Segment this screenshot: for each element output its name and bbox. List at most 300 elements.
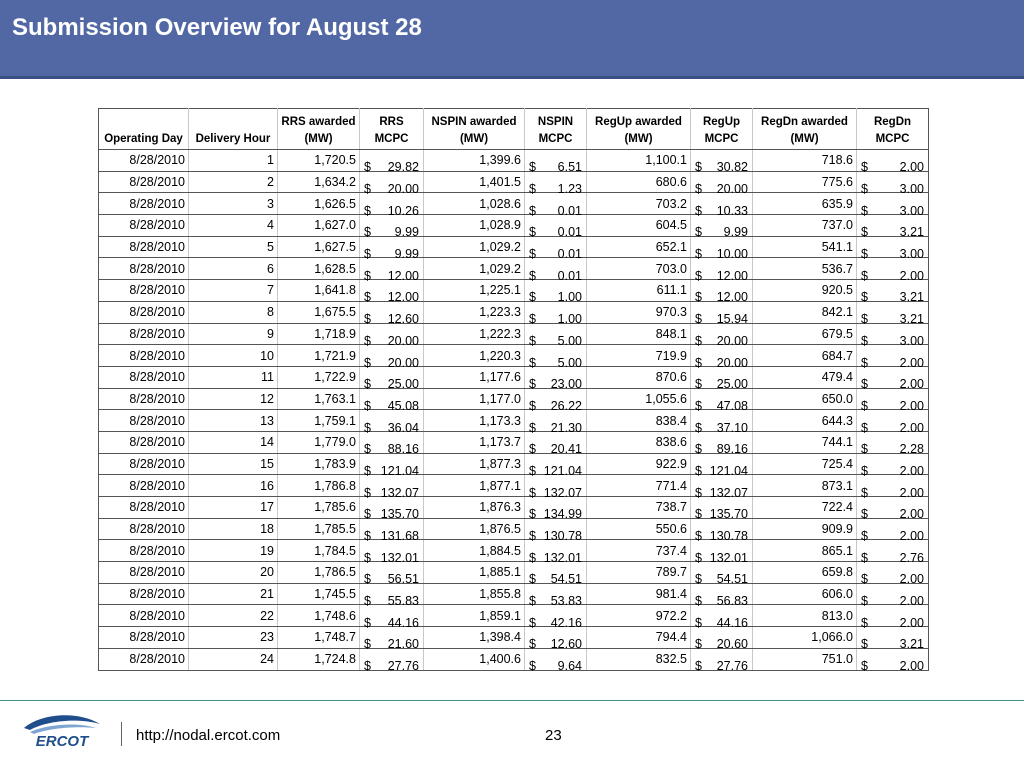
currency-symbol: $: [364, 398, 371, 413]
footer-divider: [0, 700, 1024, 701]
currency-symbol: $: [695, 203, 702, 218]
currency-symbol: $: [364, 290, 371, 305]
table-cell: [857, 323, 929, 348]
currency-symbol: $: [529, 290, 536, 305]
table-cell: 1,876.3: [424, 497, 525, 519]
currency-symbol: $: [861, 615, 868, 630]
table-cell: 604.5: [587, 215, 691, 237]
currency-symbol: $: [695, 594, 702, 609]
table-cell: [691, 627, 753, 652]
table-cell: [857, 562, 929, 587]
cell-amount: 47.08: [716, 398, 748, 413]
table-cell: 1,029.2: [424, 236, 525, 258]
table-cell: 684.7: [753, 345, 857, 367]
table-cell: 1,401.5: [424, 171, 525, 193]
table-cell: 8/28/2010: [99, 453, 189, 475]
table-cell: 873.1: [753, 475, 857, 497]
currency-symbol: $: [529, 160, 536, 175]
table-cell: [360, 236, 424, 262]
cell-amount: 2.00: [899, 398, 924, 413]
table-cell: 1,173.7: [424, 431, 525, 453]
table-cell: [525, 258, 587, 283]
table-cell: 659.8: [753, 562, 857, 584]
cell-amount: 10.33: [716, 203, 748, 218]
table-cell: 8/28/2010: [99, 323, 189, 345]
table-cell: 1,786.5: [278, 562, 360, 584]
currency-symbol: $: [861, 355, 868, 370]
table-cell: [857, 497, 929, 522]
table-cell: 1,055.6: [587, 388, 691, 410]
table-cell: [360, 497, 424, 522]
table-cell: [525, 410, 587, 435]
currency-symbol: $: [364, 182, 371, 197]
table-cell: [691, 475, 753, 500]
column-header: Operating Day: [99, 109, 189, 150]
currency-symbol: $: [364, 485, 371, 500]
currency-symbol: $: [861, 485, 868, 500]
table-cell: 789.7: [587, 562, 691, 584]
currency-symbol: $: [364, 377, 371, 392]
currency-symbol: $: [861, 507, 868, 522]
cell-amount: 25.00: [387, 377, 419, 392]
table-cell: 719.9: [587, 345, 691, 367]
currency-symbol: $: [529, 615, 536, 630]
table-cell: [525, 236, 587, 262]
cell-amount: 3.21: [899, 637, 924, 652]
table-row: [99, 453, 929, 475]
currency-symbol: $: [861, 594, 868, 609]
table-cell: 24: [189, 648, 278, 670]
table-cell: 8/28/2010: [99, 388, 189, 410]
cell-amount: 3.21: [899, 312, 924, 327]
cell-amount: 89.16: [716, 442, 748, 457]
table-cell: 8/28/2010: [99, 540, 189, 562]
table-cell: [857, 518, 929, 544]
table-cell: [857, 171, 929, 197]
table-cell: [525, 193, 587, 218]
currency-symbol: $: [529, 247, 536, 262]
currency-symbol: $: [364, 659, 371, 674]
cell-amount: 20.60: [716, 637, 748, 652]
cell-amount: 2.00: [899, 594, 924, 609]
table-cell: [360, 150, 424, 175]
cell-amount: 27.76: [716, 659, 748, 674]
table-cell: [360, 605, 424, 630]
cell-amount: 20.41: [550, 442, 582, 457]
table-cell: [691, 540, 753, 565]
table-cell: 1,400.6: [424, 648, 525, 670]
table-row: [99, 236, 929, 258]
table-cell: 541.1: [753, 236, 857, 258]
currency-symbol: $: [364, 312, 371, 327]
table-cell: 550.6: [587, 518, 691, 540]
table-cell: [691, 605, 753, 630]
table-cell: 9: [189, 323, 278, 345]
table-cell: [691, 301, 753, 327]
currency-symbol: $: [529, 659, 536, 674]
table-cell: [360, 453, 424, 478]
currency-symbol: $: [861, 420, 868, 435]
table-cell: 536.7: [753, 258, 857, 280]
currency-symbol: $: [364, 572, 371, 587]
table-cell: [691, 648, 753, 674]
table-cell: 1,785.6: [278, 497, 360, 519]
table-row: [99, 280, 929, 302]
cell-amount: 135.70: [709, 507, 748, 522]
table-cell: [360, 627, 424, 652]
table-cell: [525, 345, 587, 370]
cell-amount: 20.00: [716, 333, 748, 348]
table-cell: 1,029.2: [424, 258, 525, 280]
table-cell: 1,763.1: [278, 388, 360, 410]
table-cell: 21: [189, 583, 278, 605]
table-cell: 1,877.1: [424, 475, 525, 497]
table-cell: [857, 627, 929, 652]
table-row: [99, 583, 929, 605]
table-cell: 703.0: [587, 258, 691, 280]
cell-amount: 12.00: [387, 268, 419, 283]
cell-amount: 132.07: [543, 485, 582, 500]
cell-amount: 132.07: [709, 485, 748, 500]
cell-amount: 2.00: [899, 377, 924, 392]
table-row: [99, 301, 929, 323]
column-header: RRS MCPC: [360, 109, 424, 150]
table-cell: [691, 410, 753, 435]
table-cell: 870.6: [587, 366, 691, 388]
cell-amount: 131.68: [380, 529, 419, 544]
table-cell: 1,783.9: [278, 453, 360, 475]
table-cell: 737.0: [753, 215, 857, 237]
column-header: NSPIN awarded (MW): [424, 109, 525, 150]
cell-amount: 134.99: [543, 507, 582, 522]
currency-symbol: $: [695, 225, 702, 240]
table-cell: [525, 388, 587, 413]
table-row: [99, 345, 929, 367]
footer-separator: [121, 722, 122, 746]
cell-amount: 2.00: [899, 572, 924, 587]
table-cell: 8/28/2010: [99, 605, 189, 627]
table-cell: 652.1: [587, 236, 691, 258]
table-cell: 5: [189, 236, 278, 258]
cell-amount: 20.00: [716, 355, 748, 370]
cell-amount: 121.04: [380, 463, 419, 478]
table-cell: 848.1: [587, 323, 691, 345]
table-cell: [525, 431, 587, 457]
currency-symbol: $: [529, 377, 536, 392]
currency-symbol: $: [695, 312, 702, 327]
column-header: RegDn MCPC: [857, 109, 929, 150]
table-cell: [525, 215, 587, 240]
cell-amount: 121.04: [709, 463, 748, 478]
cell-amount: 56.51: [387, 572, 419, 587]
cell-amount: 1.00: [557, 312, 582, 327]
table-cell: [525, 301, 587, 327]
table-cell: 8/28/2010: [99, 648, 189, 670]
submission-table: [98, 108, 929, 674]
cell-amount: 12.00: [716, 268, 748, 283]
table-cell: 1,223.3: [424, 301, 525, 323]
table-cell: 7: [189, 280, 278, 302]
currency-symbol: $: [861, 247, 868, 262]
table-cell: 1,855.8: [424, 583, 525, 605]
table-cell: [857, 236, 929, 262]
slide-title: Submission Overview for August 28: [12, 14, 422, 41]
currency-symbol: $: [529, 442, 536, 457]
cell-amount: 132.01: [709, 550, 748, 565]
currency-symbol: $: [861, 377, 868, 392]
currency-symbol: $: [529, 398, 536, 413]
table-cell: 909.9: [753, 518, 857, 540]
table-cell: 1,748.7: [278, 627, 360, 649]
table-cell: [525, 605, 587, 630]
currency-symbol: $: [695, 398, 702, 413]
cell-amount: 27.76: [387, 659, 419, 674]
table-cell: 970.3: [587, 301, 691, 323]
column-header: RegUp awarded (MW): [587, 109, 691, 150]
table-cell: 842.1: [753, 301, 857, 323]
page-number: 23: [545, 727, 562, 744]
table-cell: 972.2: [587, 605, 691, 627]
table-cell: 1,399.6: [424, 150, 525, 172]
table-cell: [525, 648, 587, 674]
footer-url-link[interactable]: http://nodal.ercot.com: [136, 727, 281, 744]
table-cell: 1,626.5: [278, 193, 360, 215]
currency-symbol: $: [529, 485, 536, 500]
table-cell: 16: [189, 475, 278, 497]
currency-symbol: $: [529, 572, 536, 587]
table-cell: 1: [189, 150, 278, 172]
currency-symbol: $: [861, 529, 868, 544]
cell-amount: 2.00: [899, 420, 924, 435]
table-row: [99, 388, 929, 410]
currency-symbol: $: [364, 442, 371, 457]
currency-symbol: $: [529, 268, 536, 283]
currency-symbol: $: [861, 225, 868, 240]
currency-symbol: $: [695, 637, 702, 652]
table-row: [99, 475, 929, 497]
table-cell: 680.6: [587, 171, 691, 193]
table-cell: [525, 171, 587, 197]
cell-amount: 132.01: [380, 550, 419, 565]
table-cell: [691, 215, 753, 240]
cell-amount: 3.00: [899, 182, 924, 197]
table-cell: 644.3: [753, 410, 857, 432]
table-cell: [525, 627, 587, 652]
cell-amount: 2.00: [899, 615, 924, 630]
table-cell: 8/28/2010: [99, 562, 189, 584]
table-cell: [691, 497, 753, 522]
table-cell: [360, 366, 424, 392]
cell-amount: 2.00: [899, 268, 924, 283]
table-cell: [691, 366, 753, 392]
currency-symbol: $: [695, 507, 702, 522]
table-row: [99, 366, 929, 388]
table-cell: [691, 193, 753, 218]
cell-amount: 2.00: [899, 659, 924, 674]
table-row: [99, 171, 929, 193]
table-cell: [360, 388, 424, 413]
table-cell: 832.5: [587, 648, 691, 670]
ercot-logo-icon: [20, 712, 104, 752]
cell-amount: 23.00: [550, 377, 582, 392]
currency-symbol: $: [695, 333, 702, 348]
table-cell: [857, 475, 929, 500]
table-cell: [857, 410, 929, 435]
table-cell: [857, 453, 929, 478]
currency-symbol: $: [364, 355, 371, 370]
currency-symbol: $: [861, 463, 868, 478]
table-cell: [857, 431, 929, 457]
cell-amount: 6.51: [557, 160, 582, 175]
table-cell: 1,859.1: [424, 605, 525, 627]
currency-symbol: $: [861, 637, 868, 652]
table-cell: 1,173.3: [424, 410, 525, 432]
table-cell: 2: [189, 171, 278, 193]
currency-symbol: $: [861, 550, 868, 565]
currency-symbol: $: [529, 225, 536, 240]
table-cell: [360, 323, 424, 348]
column-header: RRS awarded (MW): [278, 109, 360, 150]
table-cell: [525, 518, 587, 544]
table-cell: 1,885.1: [424, 562, 525, 584]
table-cell: 8/28/2010: [99, 583, 189, 605]
currency-symbol: $: [695, 463, 702, 478]
table-cell: 6: [189, 258, 278, 280]
currency-symbol: $: [695, 442, 702, 457]
column-header: Delivery Hour: [189, 109, 278, 150]
cell-amount: 44.16: [387, 615, 419, 630]
table-cell: 1,721.9: [278, 345, 360, 367]
table-cell: 838.6: [587, 431, 691, 453]
table-cell: 718.6: [753, 150, 857, 172]
cell-amount: 3.00: [899, 247, 924, 262]
cell-amount: 9.64: [557, 659, 582, 674]
table-cell: 611.1: [587, 280, 691, 302]
table-container: [98, 108, 928, 674]
cell-amount: 20.00: [387, 333, 419, 348]
cell-amount: 0.01: [557, 203, 582, 218]
currency-symbol: $: [861, 290, 868, 305]
table-cell: 1,225.1: [424, 280, 525, 302]
table-cell: 920.5: [753, 280, 857, 302]
currency-symbol: $: [364, 160, 371, 175]
table-cell: 703.2: [587, 193, 691, 215]
currency-symbol: $: [529, 203, 536, 218]
table-cell: 1,398.4: [424, 627, 525, 649]
table-cell: [360, 410, 424, 435]
cell-amount: 10.00: [716, 247, 748, 262]
table-cell: [691, 280, 753, 305]
table-cell: [525, 280, 587, 305]
currency-symbol: $: [529, 312, 536, 327]
table-cell: 8/28/2010: [99, 193, 189, 215]
cell-amount: 10.26: [387, 203, 419, 218]
table-cell: [691, 453, 753, 478]
table-cell: 8: [189, 301, 278, 323]
cell-amount: 21.60: [387, 637, 419, 652]
table-cell: 1,786.8: [278, 475, 360, 497]
table-row: [99, 497, 929, 519]
table-cell: 679.5: [753, 323, 857, 345]
cell-amount: 9.99: [394, 225, 419, 240]
table-cell: 1,759.1: [278, 410, 360, 432]
table-header-row: [99, 109, 929, 150]
cell-amount: 0.01: [557, 225, 582, 240]
table-cell: 1,100.1: [587, 150, 691, 172]
table-cell: [691, 345, 753, 370]
cell-amount: 20.00: [387, 355, 419, 370]
currency-symbol: $: [695, 615, 702, 630]
table-row: [99, 410, 929, 432]
table-cell: [857, 193, 929, 218]
table-cell: 1,784.5: [278, 540, 360, 562]
table-cell: [525, 562, 587, 587]
table-cell: [857, 150, 929, 175]
table-cell: 11: [189, 366, 278, 388]
table-row: [99, 258, 929, 280]
table-cell: 1,177.0: [424, 388, 525, 410]
table-cell: 751.0: [753, 648, 857, 670]
table-cell: 1,876.5: [424, 518, 525, 540]
currency-symbol: $: [529, 507, 536, 522]
table-cell: 20: [189, 562, 278, 584]
table-cell: 1,220.3: [424, 345, 525, 367]
table-cell: [691, 562, 753, 587]
cell-amount: 44.16: [716, 615, 748, 630]
table-cell: 8/28/2010: [99, 366, 189, 388]
currency-symbol: $: [695, 182, 702, 197]
currency-symbol: $: [529, 550, 536, 565]
currency-symbol: $: [695, 485, 702, 500]
cell-amount: 121.04: [543, 463, 582, 478]
table-cell: 8/28/2010: [99, 518, 189, 540]
cell-amount: 5.00: [557, 333, 582, 348]
table-cell: [525, 540, 587, 565]
table-cell: [691, 150, 753, 175]
cell-amount: 88.16: [387, 442, 419, 457]
table-cell: [360, 540, 424, 565]
table-cell: 1,028.6: [424, 193, 525, 215]
currency-symbol: $: [364, 247, 371, 262]
table-cell: 8/28/2010: [99, 301, 189, 323]
table-cell: [360, 215, 424, 240]
table-cell: 1,177.6: [424, 366, 525, 388]
table-cell: 744.1: [753, 431, 857, 453]
table-row: [99, 540, 929, 562]
table-cell: 1,785.5: [278, 518, 360, 540]
table-cell: 1,627.5: [278, 236, 360, 258]
cell-amount: 2.00: [899, 529, 924, 544]
currency-symbol: $: [695, 420, 702, 435]
table-cell: 8/28/2010: [99, 236, 189, 258]
table-cell: 10: [189, 345, 278, 367]
table-cell: 838.4: [587, 410, 691, 432]
table-cell: 14: [189, 431, 278, 453]
currency-symbol: $: [695, 572, 702, 587]
table-cell: 8/28/2010: [99, 258, 189, 280]
table-cell: [691, 583, 753, 609]
currency-symbol: $: [695, 377, 702, 392]
table-cell: 18: [189, 518, 278, 540]
currency-symbol: $: [695, 355, 702, 370]
table-cell: 1,779.0: [278, 431, 360, 453]
cell-amount: 135.70: [380, 507, 419, 522]
cell-amount: 12.60: [387, 312, 419, 327]
currency-symbol: $: [861, 268, 868, 283]
table-row: [99, 323, 929, 345]
table-cell: 1,222.3: [424, 323, 525, 345]
currency-symbol: $: [364, 463, 371, 478]
